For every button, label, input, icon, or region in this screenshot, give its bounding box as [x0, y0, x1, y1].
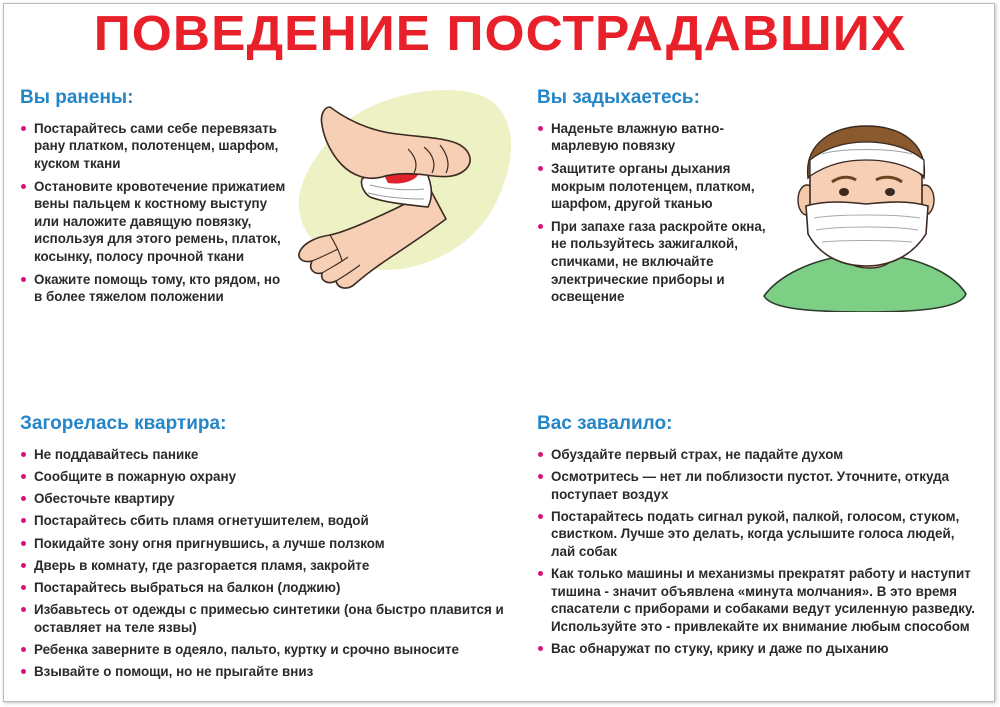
list-item: Постарайтесь выбраться на балкон (лоджию) — [20, 579, 510, 597]
section-heading: Вас завалило: — [537, 413, 673, 434]
section-injured — [20, 87, 290, 311]
list-item: Не поддавайтесь панике — [20, 446, 510, 464]
list-item: Дверь в комнату, где разгорается пламя, закройте — [20, 557, 510, 575]
list-item: Как только машины и механизмы прекратят работу и наступит тишина - значит объявлена «минута молчания». В это время спасатели с приборами и собаками ведут усиленную разведку. Используйте это - привлекайте их внимание любым способом — [537, 565, 977, 635]
bandaged-hand-illustration — [290, 85, 520, 300]
list-item: Покидайте зону огня пригнувшись, а лучше ползком — [20, 535, 510, 553]
list-item: Постарайтесь сбить пламя огнетушителем, водой — [20, 512, 510, 530]
list-item: Осмотритесь — нет ли поблизости пустот. Уточните, откуда поступает воздух — [537, 468, 977, 503]
list-item: Защитите органы дыхания мокрым полотенцем, платком, шарфом, другой тканью — [537, 160, 777, 213]
item-list — [20, 120, 290, 306]
section-fire — [20, 413, 510, 685]
list-item: Ребенка заверните в одеяло, пальто, куртку и срочно выносите — [20, 641, 510, 659]
list-item: Остановите кровотечение прижатием вены пальцем к костному выступу или наложите давящую повязку, используя для этого ремень, платок, косынку, полосу прочной ткани — [20, 178, 290, 266]
list-item: Окажите помощь тому, кто рядом, но в более тяжелом положении — [20, 271, 290, 306]
list-item: Взывайте о помощи, но не прыгайте вниз — [20, 663, 510, 681]
list-item: Обесточьте квартиру — [20, 490, 510, 508]
list-item: Избавьтесь от одежды с примесью синтетики (она быстро плавится и оставляет на теле язвы) — [20, 601, 510, 636]
item-list — [20, 446, 510, 681]
list-item: Обуздайте первый страх, не падайте духом — [537, 446, 977, 464]
list-item: Сообщите в пожарную охрану — [20, 468, 510, 486]
item-list — [537, 120, 777, 306]
section-heading: Загорелась квартира: — [20, 413, 227, 434]
section-buried — [537, 413, 977, 662]
section-choking — [537, 87, 777, 311]
list-item: Постарайтесь сами себе перевязать рану платком, полотенцем, шарфом, куском ткани — [20, 120, 290, 173]
section-heading: Вы задыхаетесь: — [537, 87, 700, 108]
list-item: При запахе газа раскройте окна, не пользуйтесь зажигалкой, спичками, не включайте электрические приборы и освещение — [537, 218, 777, 306]
list-item: Постарайтесь подать сигнал рукой, палкой, голосом, стуком, свистком. Лучше это делать, когда услышите голоса людей, лай собак — [537, 508, 977, 561]
item-list — [537, 446, 977, 658]
list-item: Вас обнаружат по стуку, крику и даже по дыханию — [537, 640, 977, 658]
person-in-mask-illustration — [762, 124, 972, 312]
poster-title: ПОВЕДЕНИЕ ПОСТРАДАВШИХ — [93, 7, 907, 61]
list-item: Наденьте влажную ватно-марлевую повязку — [537, 120, 777, 155]
section-heading: Вы ранены: — [20, 87, 134, 108]
